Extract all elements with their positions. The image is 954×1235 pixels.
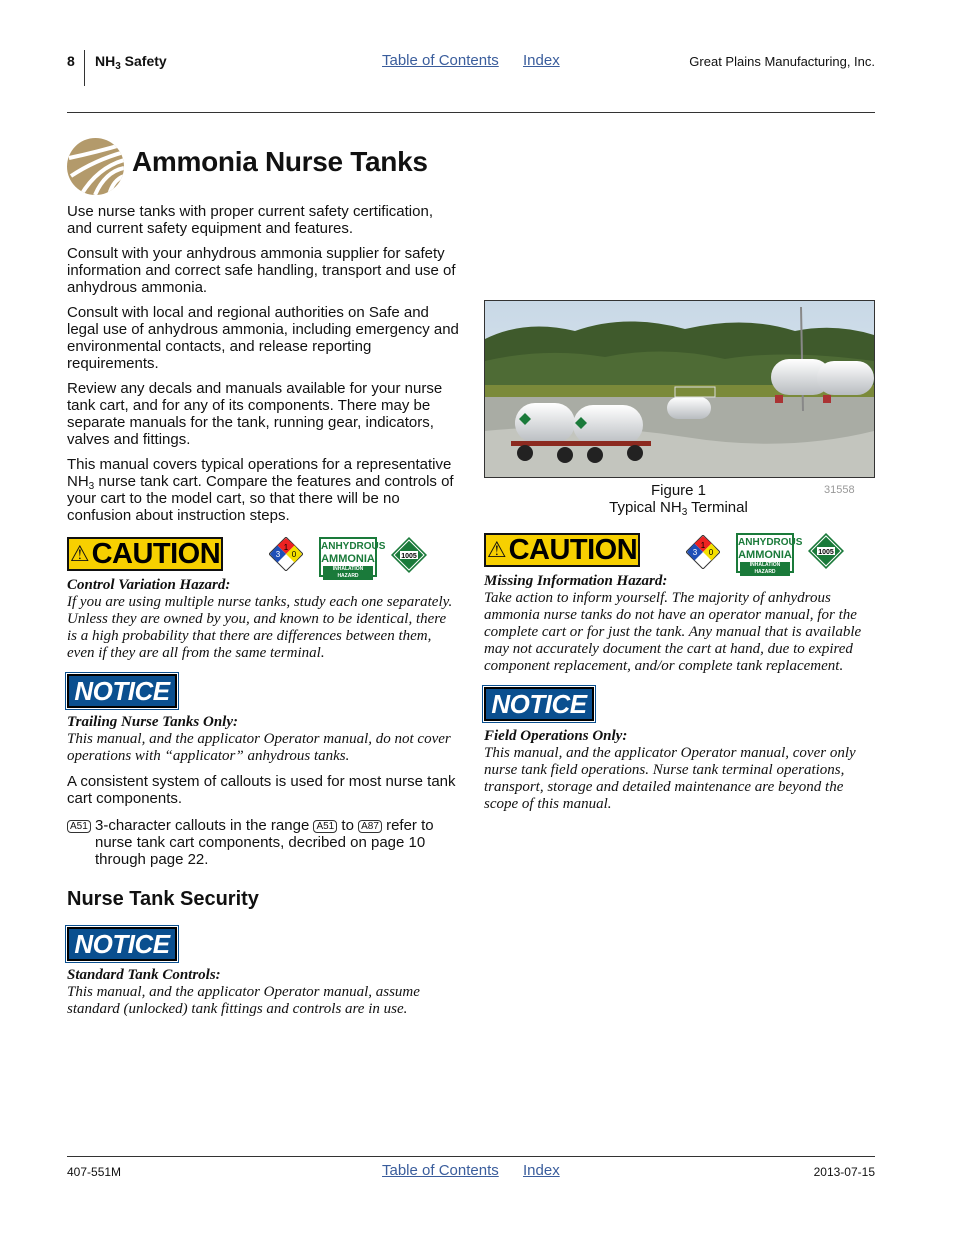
notice-label: NOTICE xyxy=(484,687,594,721)
figure-caption: Figure 1 Typical $NH_3$ Terminal xyxy=(609,482,748,518)
notice-trailing-tanks: Trailing Nurse Tanks Only: This manual, and the applicator Operator manual, do not cover operations with “applicator” anhydrous tanks. xyxy=(67,714,451,764)
callout-tag: A87 xyxy=(358,820,382,833)
company-name: Great Plains Manufacturing, Inc. xyxy=(689,54,875,69)
figure-image-id: 31558 xyxy=(824,484,855,496)
un-1005-placard-icon xyxy=(391,537,427,573)
svg-text:1005: 1005 xyxy=(401,553,417,560)
warning-triangle-icon: ⚠ xyxy=(486,537,507,562)
index-link-top[interactable]: Index xyxy=(523,52,560,69)
doc-number: 407-551M xyxy=(67,1165,122,1179)
notice-label: NOTICE xyxy=(67,927,177,961)
caution-control-variation: Control Variation Hazard: If you are using multiple nurse tanks, study each one separately. Unless they are owned by you, and known to be identical, there is a high probability that there are differences between them, even if they are all from the same terminal. xyxy=(67,577,453,661)
svg-text:0: 0 xyxy=(708,548,714,557)
header-divider xyxy=(84,50,85,86)
terminal-photo xyxy=(484,300,875,478)
notice-standard-controls: Standard Tank Controls: This manual, and the applicator Operator manual, assume standard (unlocked) tank fittings and controls are in use. xyxy=(67,967,420,1017)
anhydrous-ammonia-placard: ANHYDROUS AMMONIA INHALATION HAZARD xyxy=(736,533,794,573)
toc-link-bottom[interactable]: Table of Contents xyxy=(382,1162,499,1179)
paragraph: This manual covers typical operations for a representative $NH_3$ nurse tank cart. Compare the features and controls of your cart to the model cart, so that there will be no confusion about instruction steps. xyxy=(67,456,454,524)
svg-text:0: 0 xyxy=(291,550,297,559)
subsection-heading: Nurse Tank Security xyxy=(67,888,259,910)
svg-text:1: 1 xyxy=(283,543,289,552)
toc-link-top[interactable]: Table of Contents xyxy=(382,52,499,69)
un-1005-placard-icon xyxy=(808,533,844,569)
svg-text:3: 3 xyxy=(275,550,281,559)
caution-missing-information: Missing Information Hazard: Take action to inform yourself. The majority of anhydrous ammonia nurse tanks do not have an operator manual, for the complete cart or for just the tank. Any manual that is available may not accurately document the cart at hand, due to expired component replacement, and/or complete tank replacement. xyxy=(484,573,862,674)
paragraph: Review any decals and manuals available for your nurse tank cart, and for any of its components. There may be separate manuals for the tank, running gear, indicators, valves and fittings. xyxy=(67,380,443,448)
svg-text:1005: 1005 xyxy=(818,549,834,556)
callout-paragraph: A consistent system of callouts is used for most nurse tank cart components. xyxy=(67,773,456,807)
section-title: $NH_3$ Safety xyxy=(95,53,167,72)
notice-field-operations: Field Operations Only: This manual, and the applicator Operator manual, cover only nurse tank field operations. Nurse tank terminal operations, transport, storage and detailed maintenance are beyond the scope of this manual. xyxy=(484,728,856,812)
svg-text:3: 3 xyxy=(692,548,698,557)
page-title: Ammonia Nurse Tanks xyxy=(132,146,428,177)
notice-label: NOTICE xyxy=(67,674,177,708)
footer-rule xyxy=(67,1156,875,1157)
warning-triangle-icon: ⚠ xyxy=(69,541,90,566)
nfpa-diamond-icon xyxy=(686,535,720,569)
intro-text xyxy=(67,203,459,532)
caution-label: ⚠ CAUTION xyxy=(67,537,223,571)
callout-list-item: A51 3-character callouts in the range A51 to A87 refer to nurse tank cart components, decribed on page 10 through page 22. xyxy=(67,817,459,868)
doc-date: 2013-07-15 xyxy=(813,1165,875,1179)
index-link-bottom[interactable]: Index xyxy=(523,1162,560,1179)
callout-tag: A51 xyxy=(67,820,91,833)
paragraph: Consult with local and regional authorities on Safe and legal use of anhydrous ammonia, including emergency and environmental contacts, and release reporting requirements. xyxy=(67,304,459,372)
caution-label: ⚠ CAUTION xyxy=(484,533,640,567)
nfpa-diamond-icon xyxy=(269,537,303,571)
great-plains-logo-icon xyxy=(67,138,124,195)
paragraph: Use nurse tanks with proper current safety certification, and current safety equipment and features. xyxy=(67,203,433,237)
paragraph: Consult with your anhydrous ammonia supplier for safety information and correct safe handling, transport and use of anhydrous ammonia. xyxy=(67,245,456,296)
anhydrous-ammonia-placard: ANHYDROUS AMMONIA INHALATION HAZARD xyxy=(319,537,377,577)
header-rule xyxy=(67,112,875,113)
page-number: 8 xyxy=(67,53,75,69)
svg-text:1: 1 xyxy=(700,541,706,550)
callout-tag: A51 xyxy=(313,820,337,833)
